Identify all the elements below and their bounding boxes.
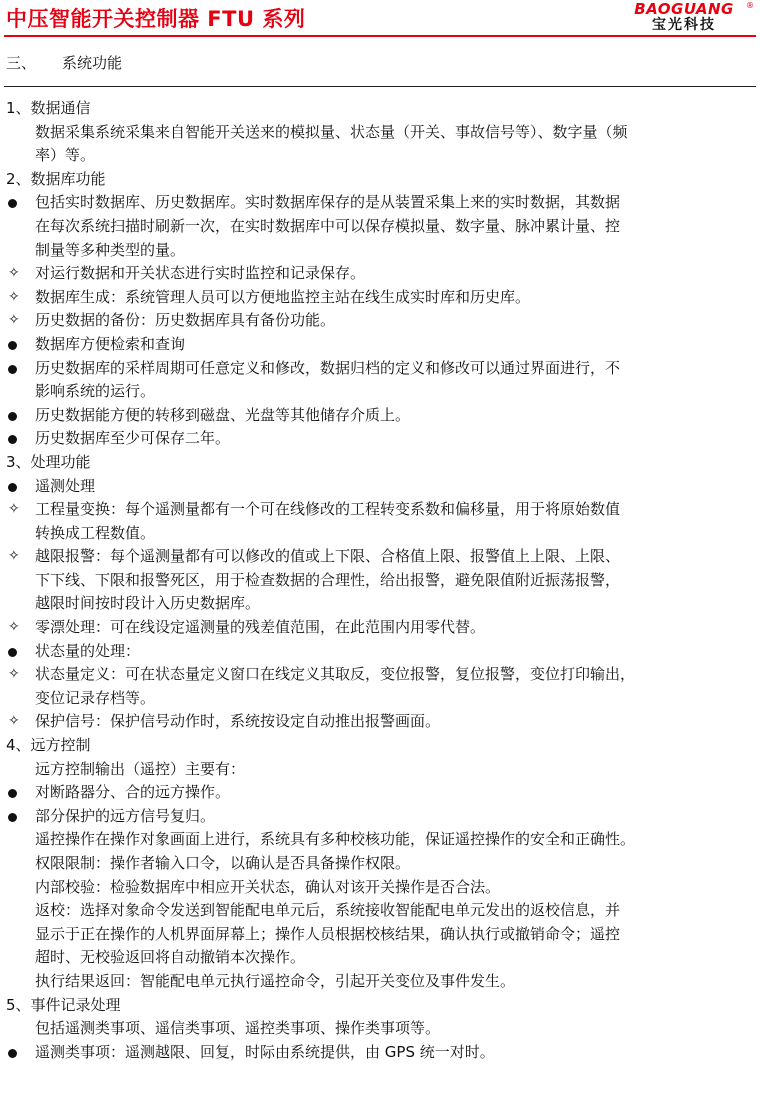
line-text: 遥测处理 <box>35 476 96 495</box>
text-line <box>6 168 748 192</box>
line-text: 数据采集系统采集来自智能开关送来的模拟量、状态量（开关、事故信号等）、数字量（频 <box>35 122 628 141</box>
document-body <box>6 97 748 1064</box>
line-text: 数据库生成：系统管理人员可以方便地监控主站在线生成实时库和历史库。 <box>35 287 531 306</box>
line-text: 历史数据能方便的转移到磁盘、光盘等其他储存介质上。 <box>35 405 411 424</box>
bullet-dot-icon <box>8 805 28 831</box>
page-header <box>0 0 760 34</box>
registered-mark: ® <box>746 1 754 10</box>
line-text: 历史数据库的采样周期可任意定义和修改，数据归档的定义和修改可以通过界面进行，不 <box>35 358 621 377</box>
line-text: 率）等。 <box>35 146 96 165</box>
line-text: 超时、无校验返回将自动撤销本次操作。 <box>35 948 306 967</box>
section-heading <box>6 52 122 73</box>
line-text: 4、远方控制 <box>6 736 91 755</box>
bullet-dot-icon <box>8 781 28 807</box>
text-line <box>6 970 748 994</box>
bullet-diamond-icon: ✧ <box>8 312 20 329</box>
text-line <box>6 710 748 734</box>
line-text: 制量等多种类型的量。 <box>35 240 186 259</box>
text-line <box>6 451 748 475</box>
text-line <box>6 663 748 687</box>
line-text: 部分保护的远方信号复归。 <box>35 806 216 825</box>
text-line <box>6 333 748 357</box>
header-divider <box>4 35 756 37</box>
line-text: 状态量定义：可在状态量定义窗口在线定义其取反，变位报警，复位报警，变位打印输出， <box>35 665 636 684</box>
bullet-dot-icon <box>8 191 28 217</box>
text-line <box>6 994 748 1018</box>
text-line <box>6 427 748 451</box>
line-text: 工程量变换：每个遥测量都有一个可在线修改的工程转变系数和偏移量，用于将原始数值 <box>35 500 621 519</box>
bullet-dot-icon <box>8 357 28 383</box>
text-line <box>6 569 748 593</box>
line-text: 权限限制：操作者输入口令，以确认是否具备操作权限。 <box>35 854 411 872</box>
bullet-diamond-icon: ✧ <box>8 713 20 730</box>
line-text: 变位记录存档等。 <box>35 688 156 707</box>
line-text: 零漂处理：可在线设定遥测量的残差值范围，在此范围内用零代替。 <box>35 618 486 637</box>
text-line <box>6 899 748 923</box>
text-line <box>6 616 748 640</box>
text-line <box>6 215 748 239</box>
text-line <box>6 758 748 782</box>
text-line <box>6 592 748 616</box>
section-divider <box>4 86 756 87</box>
text-line <box>6 734 748 758</box>
bullet-dot-icon <box>8 333 28 359</box>
line-text: 在每次系统扫描时刷新一次，在实时数据库中可以保存模拟量、数字量、脉冲累计量、控 <box>35 216 621 235</box>
text-line <box>6 380 748 404</box>
bullet-dot-icon <box>8 640 28 666</box>
text-line <box>6 923 748 947</box>
line-text: 历史数据的备份：历史数据库具有备份功能。 <box>35 311 336 330</box>
line-text: 1、数据通信 <box>6 99 91 117</box>
text-line <box>6 144 748 168</box>
line-text: 远方控制输出（遥控）主要有： <box>35 759 246 778</box>
bullet-diamond-icon: ✧ <box>8 501 20 518</box>
text-line <box>6 852 748 876</box>
text-line <box>6 357 748 381</box>
line-text: 2、数据库功能 <box>6 169 106 188</box>
bullet-dot-icon <box>8 427 28 453</box>
line-text: 下下线、下限和报警死区，用于检查数据的合理性，给出报警，避免限值附近振荡报警， <box>35 570 621 589</box>
text-line <box>6 522 748 546</box>
text-line <box>6 687 748 711</box>
text-line <box>6 286 748 310</box>
company-logo <box>620 0 754 33</box>
logo-chinese-name: 宝光科技 <box>652 17 716 33</box>
bullet-diamond-icon: ✧ <box>8 548 20 565</box>
bullet-diamond-icon: ✧ <box>8 265 20 282</box>
line-text: 对运行数据和开关状态进行实时监控和记录保存。 <box>35 264 366 283</box>
bullet-dot-icon <box>8 1041 28 1067</box>
bullet-diamond-icon: ✧ <box>8 288 20 305</box>
text-line <box>6 946 748 970</box>
text-line <box>6 475 748 499</box>
logo-wordmark: BAOGUANG <box>634 0 734 18</box>
text-line <box>6 239 748 263</box>
section-title-text: 系统功能 <box>62 54 123 72</box>
text-line <box>6 97 748 121</box>
line-text: 内部校验：检验数据库中相应开关状态，确认对该开关操作是否合法。 <box>35 877 501 896</box>
line-text: 包括实时数据库、历史数据库。实时数据库保存的是从装置采集上来的实时数据，其数据 <box>35 193 621 212</box>
line-text: 返校：选择对象命令发送到智能配电单元后，系统接收智能配电单元发出的返校信息，并 <box>35 901 621 920</box>
line-text: 执行结果返回：智能配电单元执行遥控命令，引起开关变位及事件发生。 <box>35 971 516 990</box>
text-line <box>6 781 748 805</box>
document-title: 中压智能开关控制器 FTU 系列 <box>6 7 306 31</box>
line-text: 遥控操作在操作对象画面上进行，系统具有多种校核功能，保证遥控操作的安全和正确性。 <box>35 830 636 849</box>
text-line <box>6 1017 748 1041</box>
text-line <box>6 121 748 145</box>
line-text: 包括遥测类事项、遥信类事项、遥控类事项、操作类事项等。 <box>35 1019 441 1038</box>
text-line <box>6 1041 748 1065</box>
line-text: 越限时间按时段计入历史数据库。 <box>35 594 261 613</box>
text-line <box>6 404 748 428</box>
line-text: 5、事件记录处理 <box>6 995 121 1014</box>
line-text: 3、处理功能 <box>6 452 91 471</box>
text-line <box>6 640 748 664</box>
bullet-diamond-icon: ✧ <box>8 619 20 636</box>
text-line <box>6 191 748 215</box>
text-line <box>6 309 748 333</box>
line-text: 遥测类事项：遥测越限、回复，时际由系统提供，由 GPS 统一对时。 <box>35 1042 495 1061</box>
line-text: 数据库方便检索和查询 <box>35 334 186 353</box>
line-text: 历史数据库至少可保存二年。 <box>35 429 231 448</box>
line-text: 转换成工程数值。 <box>35 523 156 542</box>
line-text: 保护信号：保护信号动作时，系统按设定自动推出报警画面。 <box>35 712 441 731</box>
bullet-dot-icon <box>8 404 28 430</box>
text-line <box>6 876 748 900</box>
text-line <box>6 262 748 286</box>
line-text: 越限报警：每个遥测量都有可以修改的值或上下限、合格值上限、报警值上上限、上限、 <box>35 547 621 566</box>
line-text: 对断路器分、合的远方操作。 <box>35 783 231 802</box>
line-text: 显示于正在操作的人机界面屏幕上；操作人员根据校核结果，确认执行或撤销命令；遥控 <box>35 924 621 943</box>
text-line <box>6 828 748 852</box>
text-line <box>6 805 748 829</box>
line-text: 影响系统的运行。 <box>35 382 156 401</box>
text-line <box>6 545 748 569</box>
line-text: 状态量的处理： <box>35 641 141 660</box>
section-number: 三、 <box>6 54 37 72</box>
bullet-diamond-icon: ✧ <box>8 666 20 683</box>
text-line <box>6 498 748 522</box>
bullet-dot-icon <box>8 475 28 501</box>
